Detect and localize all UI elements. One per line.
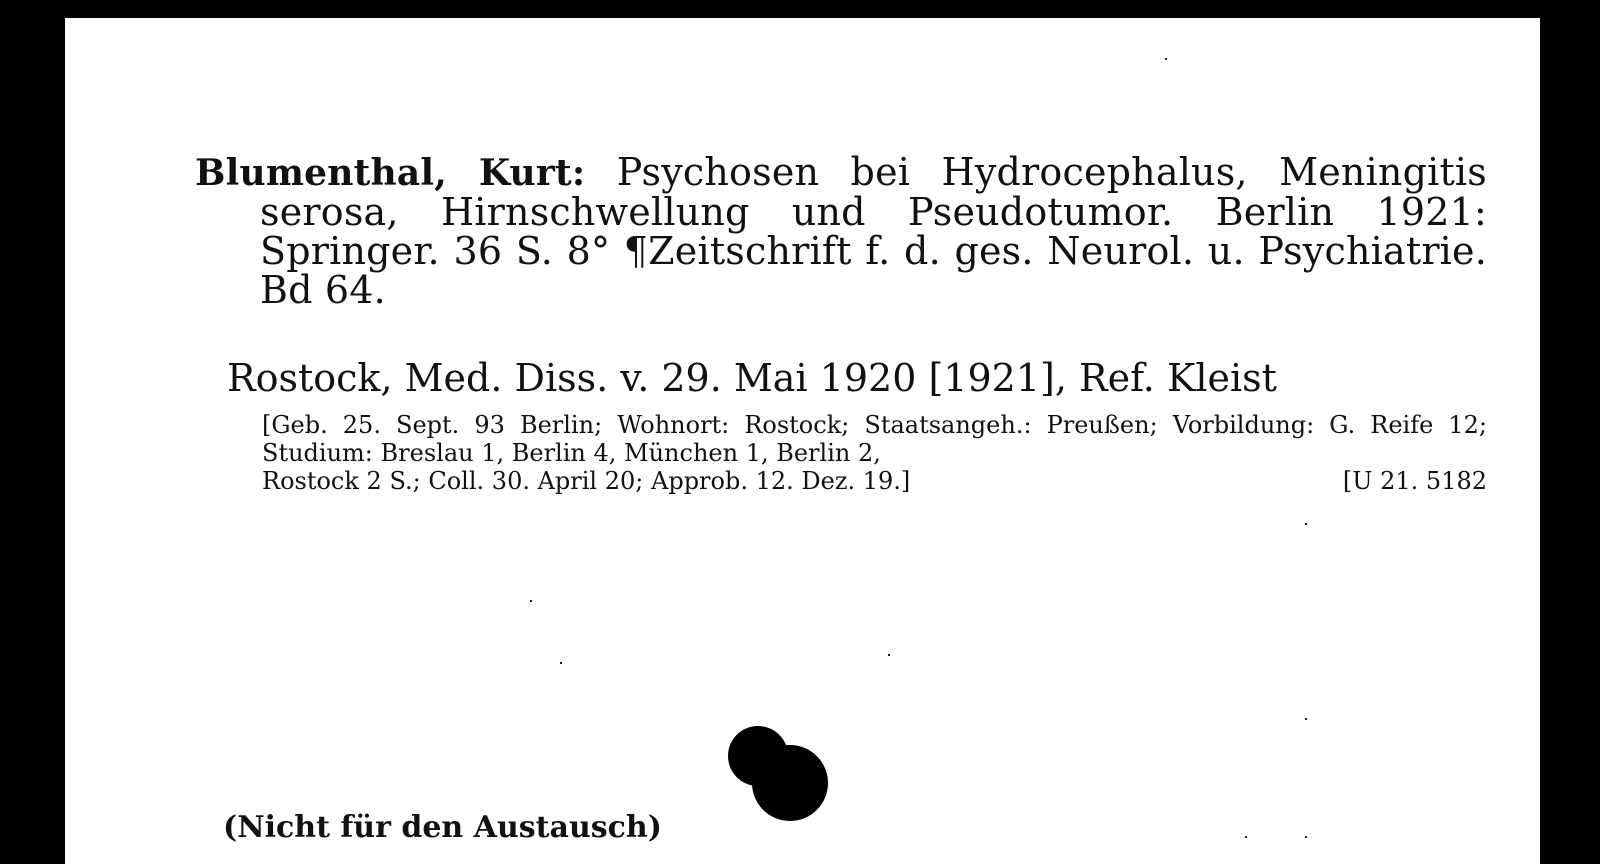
entry-title: Psychosen bei Hydrocephalus, Meningitis serosa, Hirnschwellung und Pseudotumor. Berlin 1921: Springer. 36 S. 8° ¶Zeitschrift f. d. ges. Neurol. u. Psychiatrie. Bd 64.: [260, 150, 1487, 312]
dust-speck: [1305, 836, 1307, 838]
dust-speck: [888, 654, 890, 656]
dust-speck: [1165, 58, 1167, 60]
dust-speck: [1245, 836, 1247, 838]
biographical-note: [262, 411, 1487, 495]
dust-speck: [1305, 718, 1307, 720]
dust-speck: [530, 600, 532, 602]
bibliographic-entry: [195, 150, 1487, 312]
bio-text: [Geb. 25. Sept. 93 Berlin; Wohnort: Rostock; Staatsangeh.: Preußen; Vorbildung: G. Reife 12; Studium: Breslau 1, Berlin 4, München 1, Berlin 2,: [262, 411, 1487, 467]
catalog-card: [65, 18, 1540, 864]
punch-hole-mark: [720, 711, 835, 826]
bio-last-line: [262, 467, 1487, 495]
author-name: Blumenthal, Kurt:: [195, 152, 586, 194]
catalog-number: [U 21. 5182: [1342, 467, 1487, 495]
dissertation-line: Rostock, Med. Diss. v. 29. Mai 1920 [1921], Ref. Kleist: [227, 356, 1277, 400]
bio-last-text: Rostock 2 S.; Coll. 30. April 20; Approb. 12. Dez. 19.]: [262, 467, 911, 495]
footer-note: (Nicht für den Austausch): [223, 810, 662, 845]
dust-speck: [1305, 523, 1307, 525]
dust-speck: [560, 662, 562, 664]
